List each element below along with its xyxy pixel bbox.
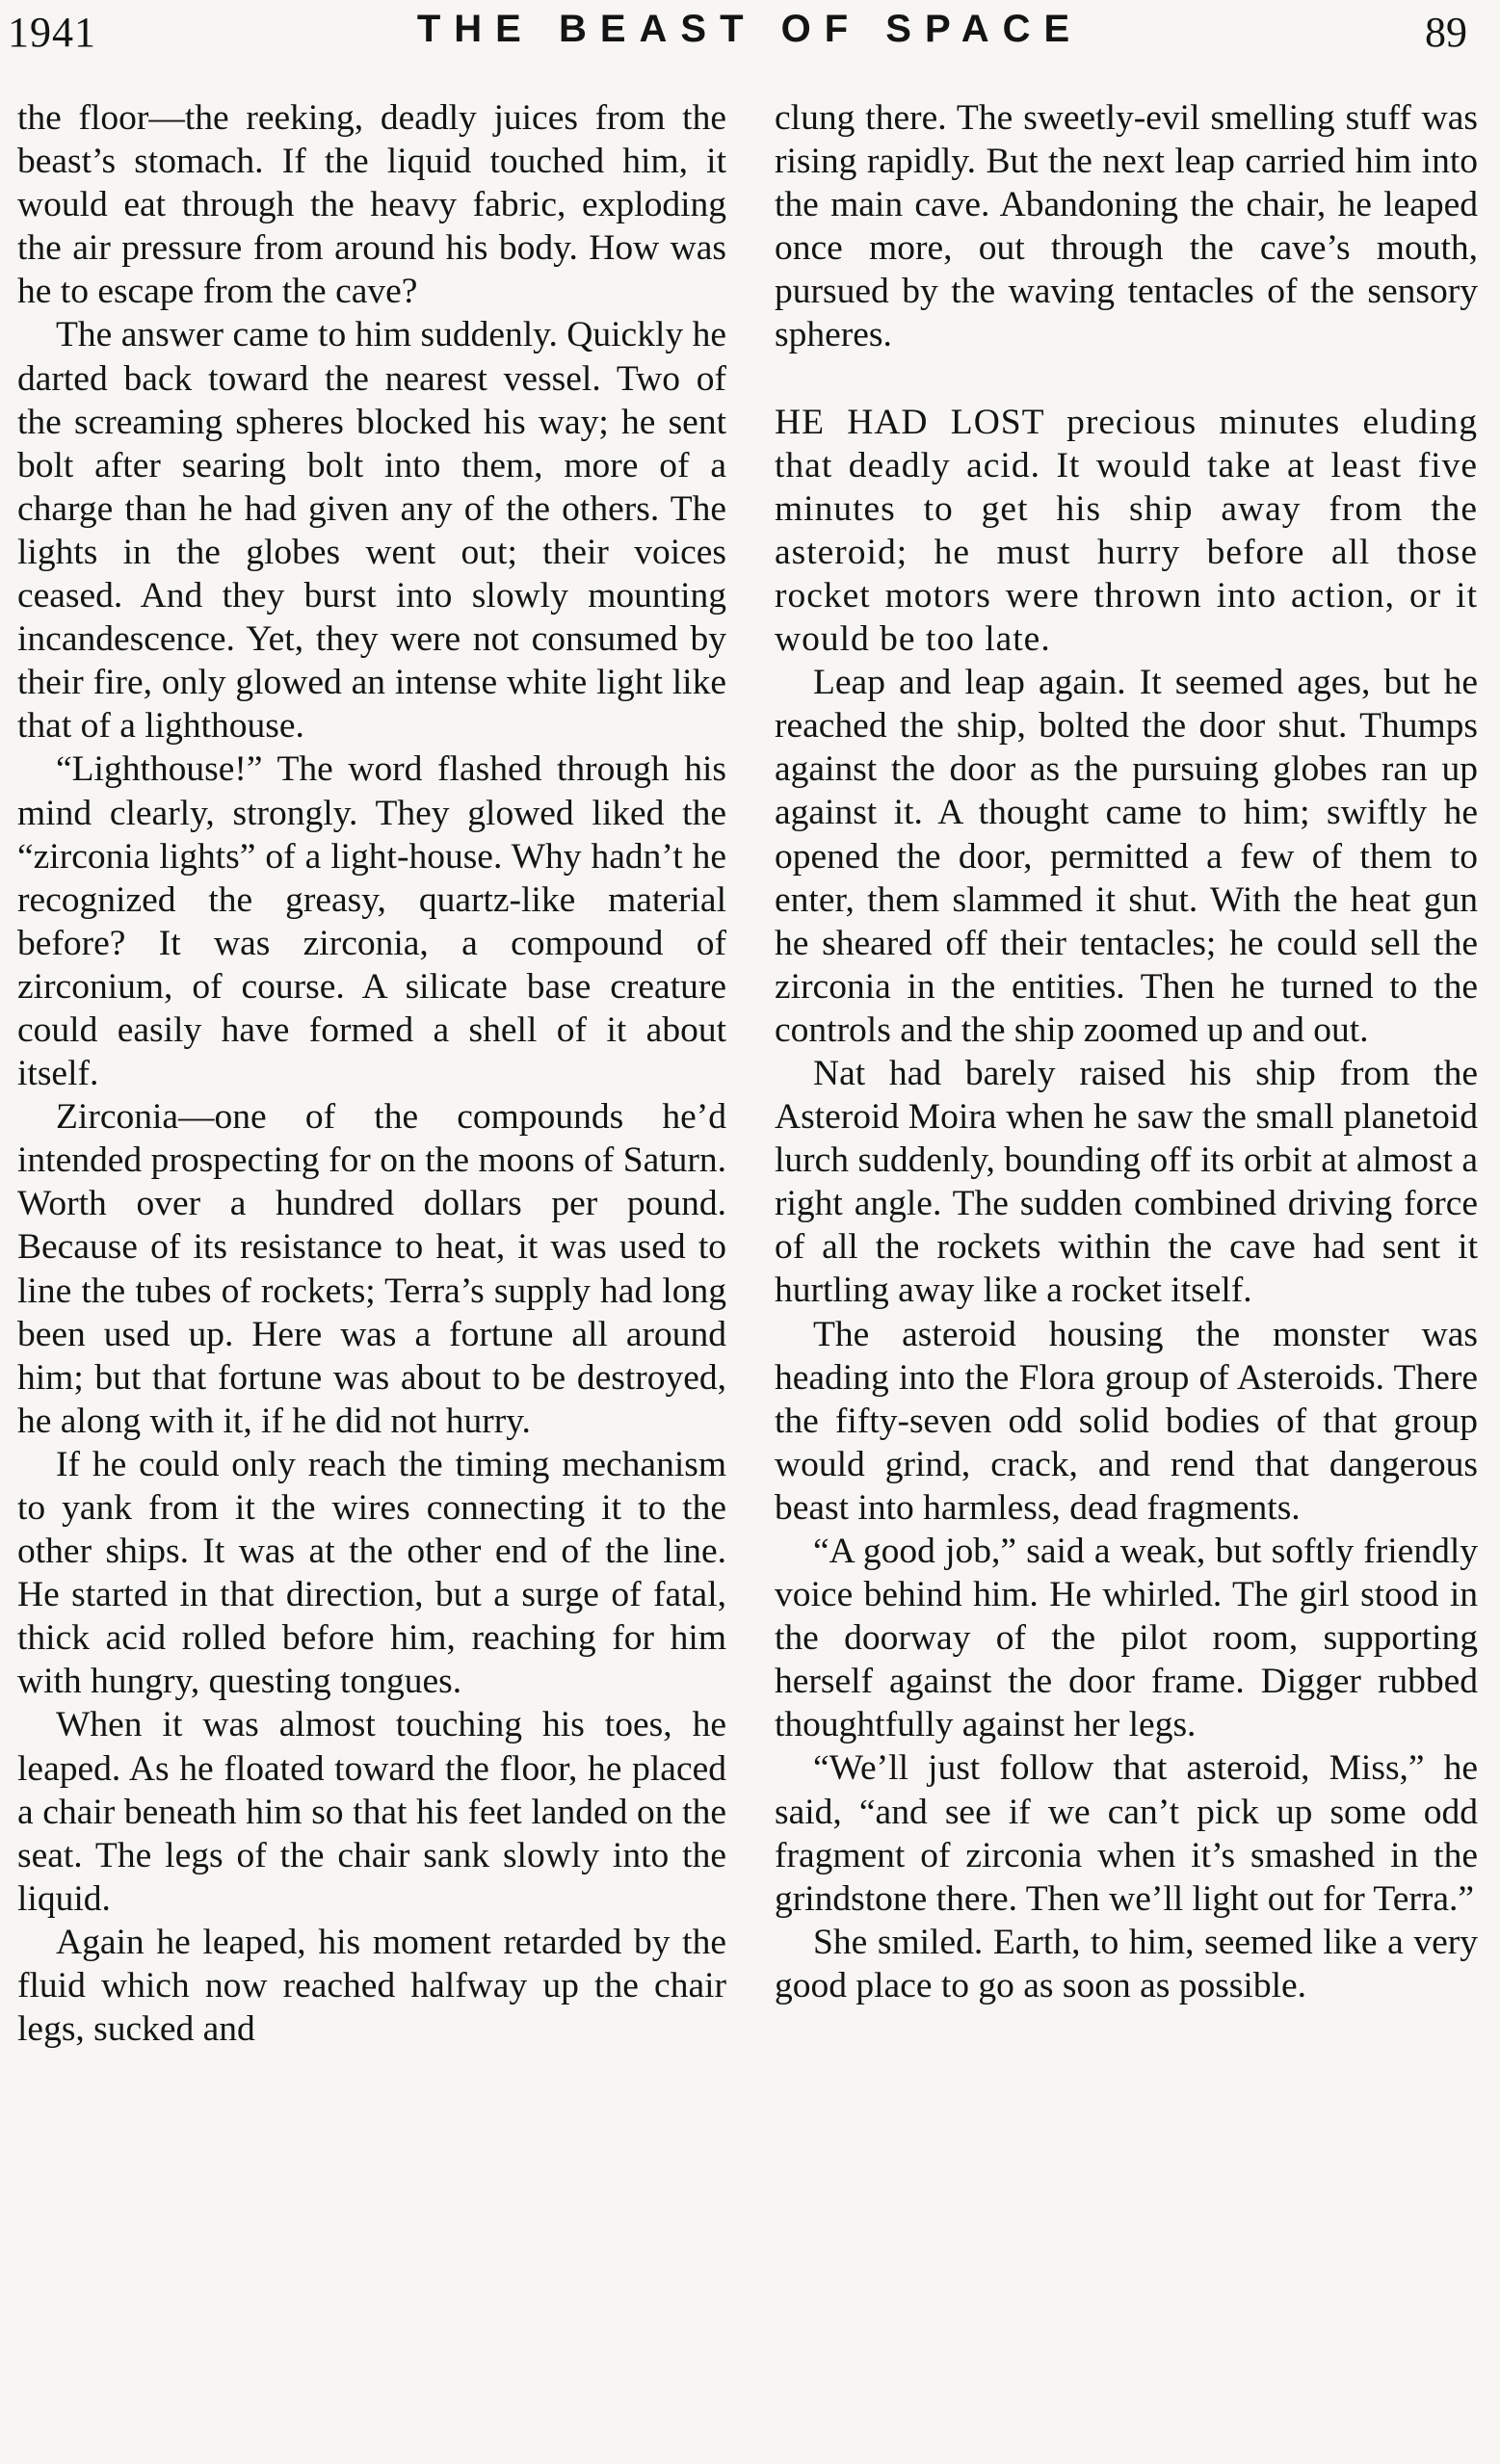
paragraph: The answer came to him suddenly. Quickly he darted back toward the nearest vessel. Two of the screaming spheres blocked his way; he sent bolt after searing bolt into them, more of a charge than he had given any of the others. The lights in the globes went out; their voices ceased. And they burst into slowly mounting incandescence. Yet, they were not consumed by their fire, only glowed an intense white light like that of a lighthouse. [17, 315, 726, 747]
paragraph: Again he leaped, his moment retarded by the fluid which now reached halfway up the chair legs, sucked and [17, 1922, 726, 2050]
paragraph: If he could only reach the timing mechanism to yank from it the wires connecting it to the other ships. It was at the other end of the line. He started in that direction, but a surge of fatal, thick acid rolled before him, reaching for him with hungry, questing tongues. [17, 1444, 726, 1702]
section-opening-paragraph: HE HAD LOST precious minutes eluding that deadly acid. It would take at least five minutes to get his ship away from the asteroid; he must hurry before all those rocket motors were thrown into action, or it would be too late. [775, 402, 1478, 660]
paragraph: The asteroid housing the monster was heading into the Flora group of Asteroids. There the fifty-seven odd solid bodies of that group would grind, crack, and rend that dangerous beast into harmless, dead fragments. [775, 1314, 1478, 1528]
paragraph: “Lighthouse!” The word flashed through his mind clearly, strongly. They glowed liked the “zirconia lights” of a light-house. Why hadn’t he recognized the greasy, quartz-like material before? It was zirconia, a compound of zirconium, of course. A silicate base creature could easily have formed a shell of it about itself. [17, 749, 726, 1094]
page-header [0, 8, 1500, 67]
paragraph: clung there. The sweetly-evil smelling stuff was rising rapidly. But the next leap carried him into the main cave. Abandoning the chair, he leaped once more, out through the cave’s mouth, pursued by the waving tentacles of the sensory spheres. [775, 98, 1478, 355]
left-column [17, 96, 726, 2447]
header-year: 1941 [8, 9, 96, 56]
running-title: THE BEAST OF SPACE [416, 8, 1084, 50]
paragraph: She smiled. Earth, to him, seemed like a very good place to go as soon as possible. [775, 1922, 1478, 2005]
paragraph: the floor—the reeking, deadly juices from the beast’s stomach. If the liquid touched him, it would eat through the heavy fabric, exploding the air pressure from around his body. How was he to escape from the cave? [17, 98, 726, 312]
paragraph: “We’ll just follow that asteroid, Miss,” he said, “and see if we can’t pick up some odd fragment of zirconia when it’s smashed in the grindstone there. Then we’ll light out for Terra.” [775, 1748, 1478, 1919]
paragraph: When it was almost touching his toes, he leaped. As he floated toward the floor, he placed a chair beneath him so that his feet landed on the seat. The legs of the chair sank slowly into the liquid. [17, 1705, 726, 1919]
right-column [775, 96, 1478, 2447]
paragraph: Zirconia—one of the compounds he’d intended prospecting for on the moons of Saturn. Worth over a hundred dollars per pound. Because of its resistance to heat, it was used to line the tubes of rockets; Terra’s supply had long been used up. Here was a fortune all around him; but that fortune was about to be destroyed, he along with it, if he did not hurry. [17, 1097, 726, 1441]
paragraph: Nat had barely raised his ship from the Asteroid Moira when he saw the small planetoid lurch suddenly, bounding off its orbit at almost a right angle. The sudden combined driving force of all the rockets within the cave had sent it hurtling away like a rocket itself. [775, 1053, 1478, 1311]
page-number: 89 [1425, 9, 1467, 56]
paragraph: Leap and leap again. It seemed ages, but he reached the ship, bolted the door shut. Thumps against the door as the pursuing globes ran up against it. A thought came to him; swiftly he opened the door, permitted a few of them to enter, them slammed it shut. With the heat gun he sheared off their tentacles; he could sell the zirconia in the entities. Then he turned to the controls and the ship zoomed up and out. [775, 663, 1478, 1050]
paragraph: “A good job,” said a weak, but softly friendly voice behind him. He whirled. The girl stood in the doorway of the pilot room, supporting herself against the door frame. Digger rubbed thoughtfully against her legs. [775, 1532, 1478, 1745]
